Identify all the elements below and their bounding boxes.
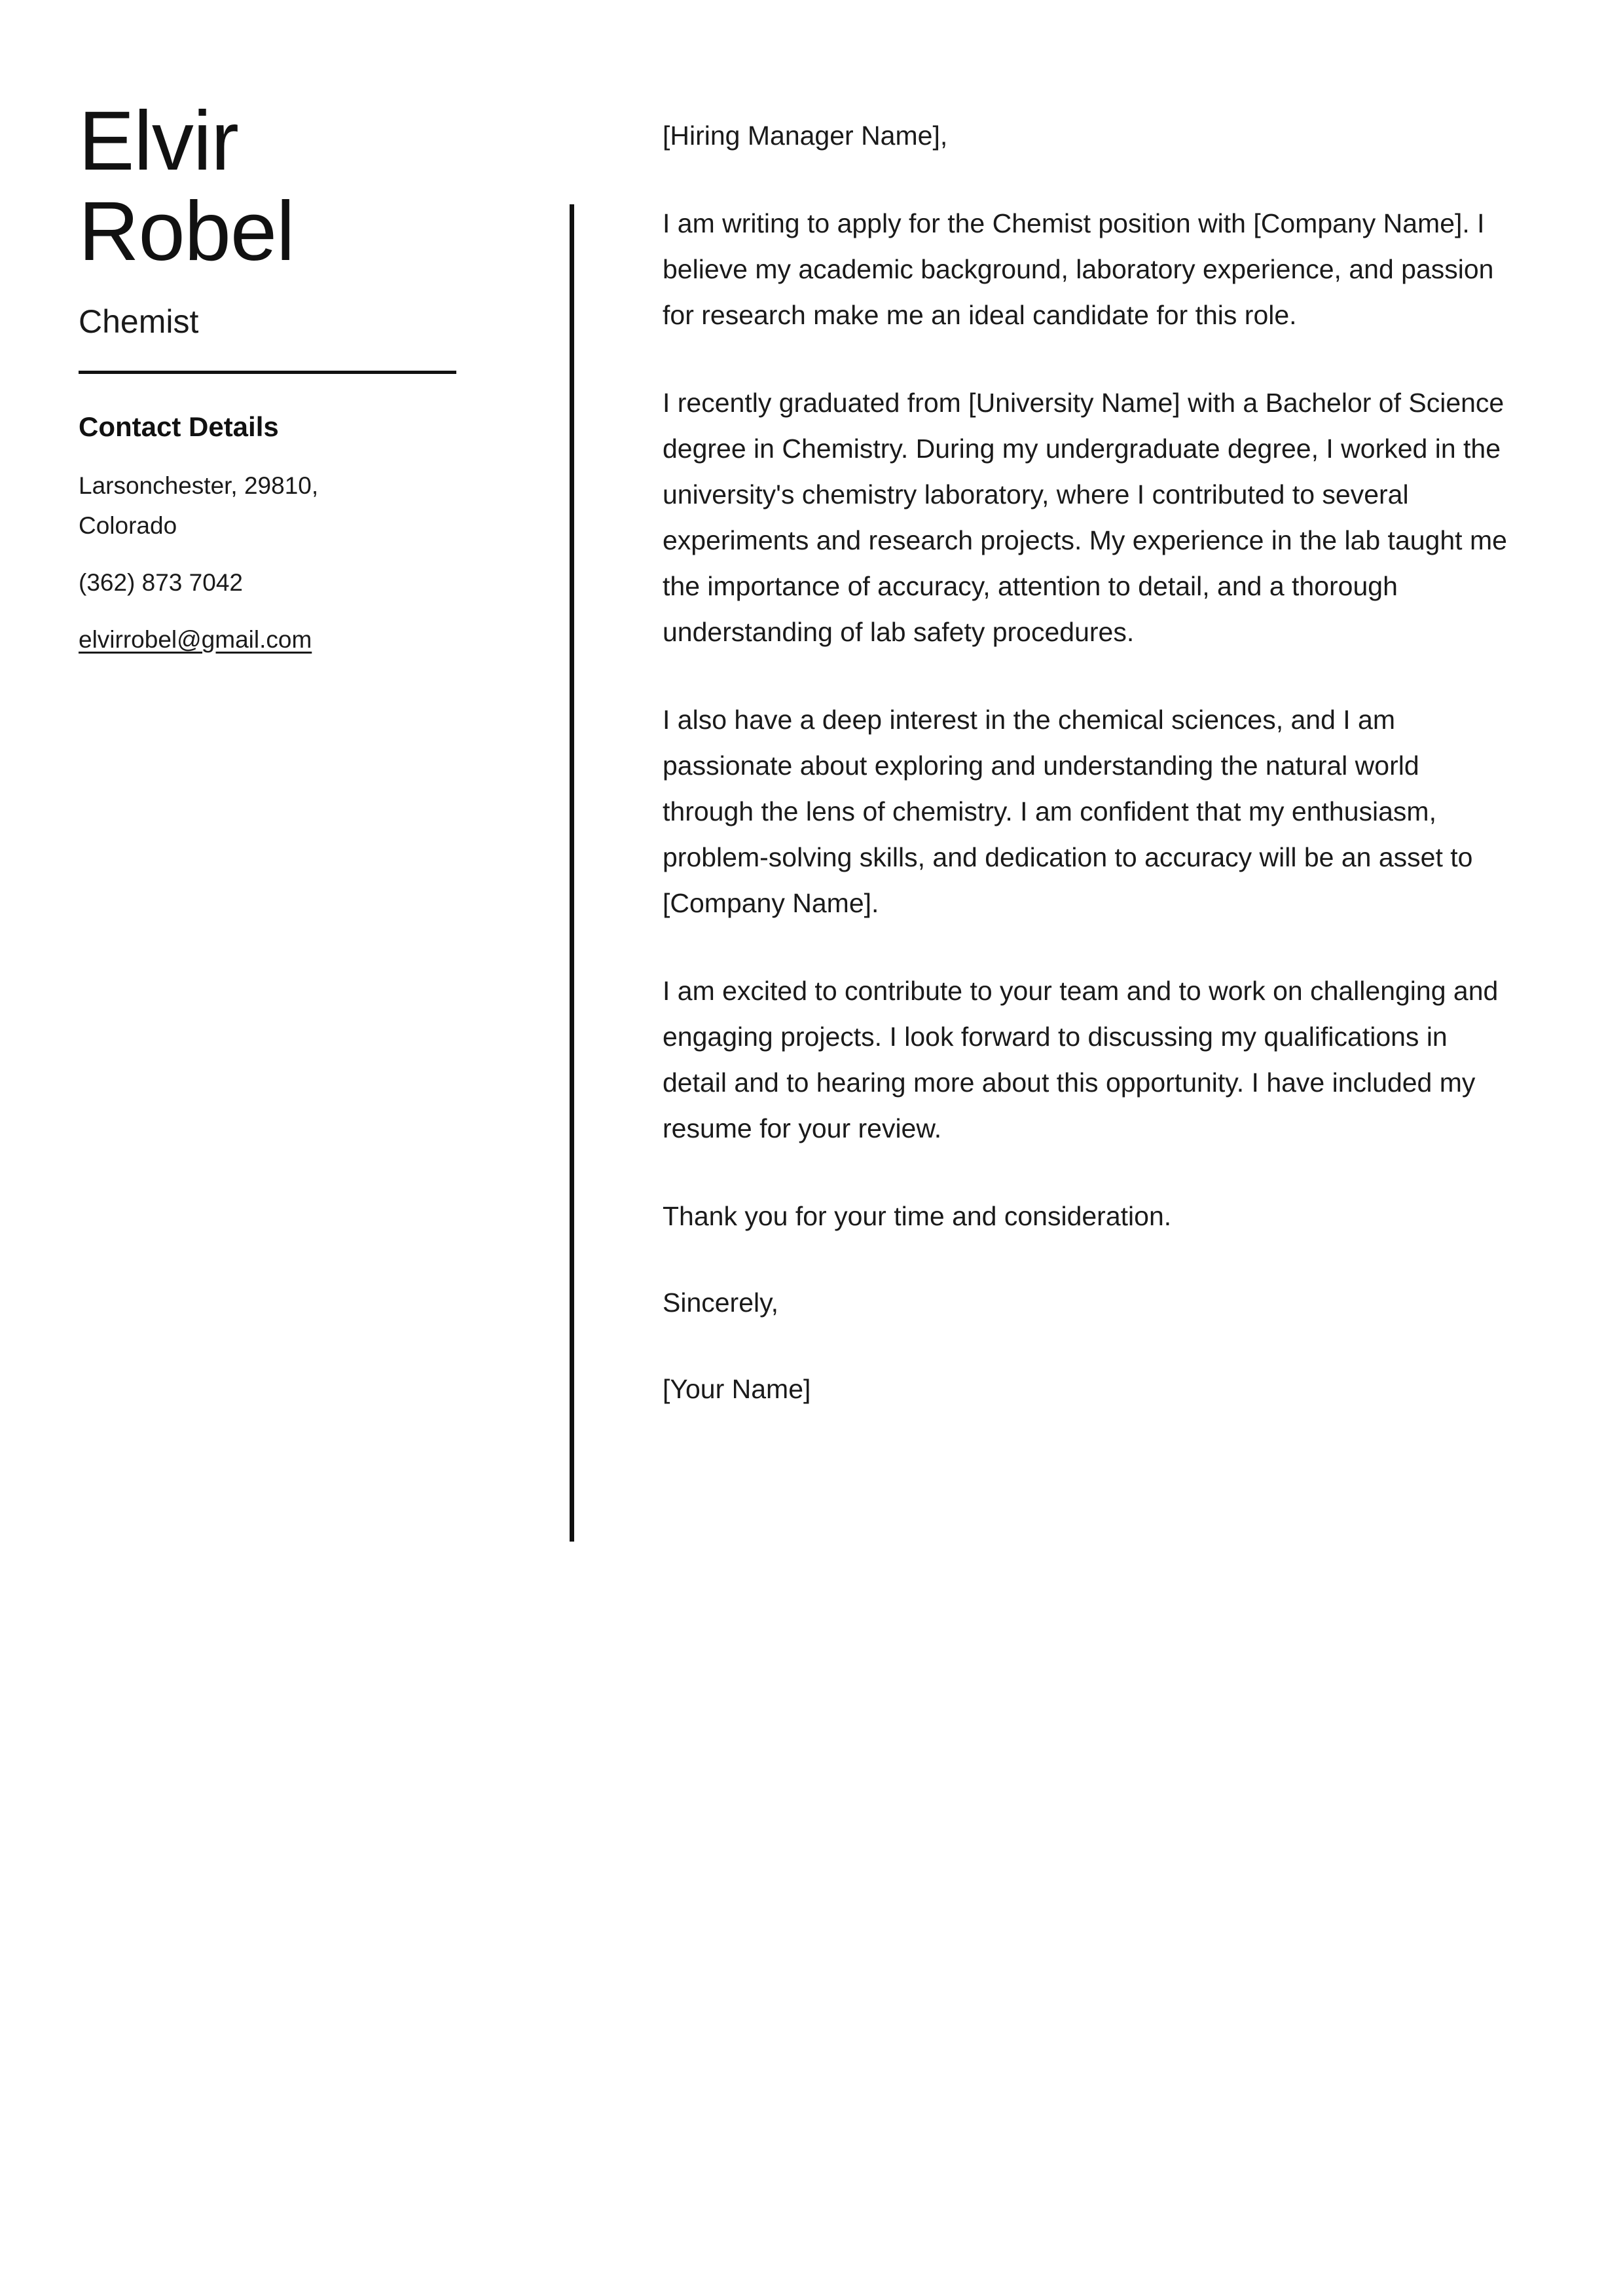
contact-list: [79, 466, 498, 659]
first-name: Elvir: [79, 94, 238, 188]
letter-salutation: [Hiring Manager Name],: [663, 120, 948, 151]
sidebar-divider-rule: [79, 371, 456, 374]
last-name: Robel: [79, 185, 295, 278]
letter-paragraph-3: I also have a deep interest in the chemical sciences, and I am passionate about exploring and understanding the natural world through the lens of chemistry. I am confident that my enthusiasm, problem-solving skills, and dedication to accuracy will be an asset to [Company Name].: [663, 705, 1473, 918]
contact-address: Larsonchester, 29810, Colorado: [79, 472, 319, 539]
sidebar: [79, 94, 498, 659]
letter-body: [663, 113, 1514, 1412]
vertical-divider: [570, 204, 574, 1542]
letter-thanks: Thank you for your time and consideration.: [663, 1201, 1172, 1231]
letter-signature: [Your Name]: [663, 1374, 811, 1404]
contact-email-row: [79, 620, 380, 659]
letter-paragraph-4: I am excited to contribute to your team and to work on challenging and engaging projects. I look forward to discussing my qualifications in detail and to hearing more about this opportunity. I have included my resume for your review.: [663, 976, 1499, 1143]
letter-paragraph-2: I recently graduated from [University Name] with a Bachelor of Science degree in Chemistry. During my undergraduate degree, I worked in the university's chemistry laboratory, where I contributed to several experiments and research projects. My experience in the lab taught me the importance of accuracy, attention to detail, and a thorough understanding of lab safety procedures.: [663, 388, 1507, 647]
letter-paragraph-1: I am writing to apply for the Chemist position with [Company Name]. I believe my academic background, laboratory experience, and passion for research make me an ideal candidate for this role.: [663, 208, 1494, 330]
contact-phone: (362) 873 7042: [79, 569, 243, 596]
contact-email-link[interactable]: elvirrobel@gmail.com: [79, 626, 312, 653]
contact-details-heading: Contact Details: [79, 411, 279, 442]
job-title: Chemist: [79, 303, 199, 340]
letter-closing: Sincerely,: [663, 1287, 778, 1318]
